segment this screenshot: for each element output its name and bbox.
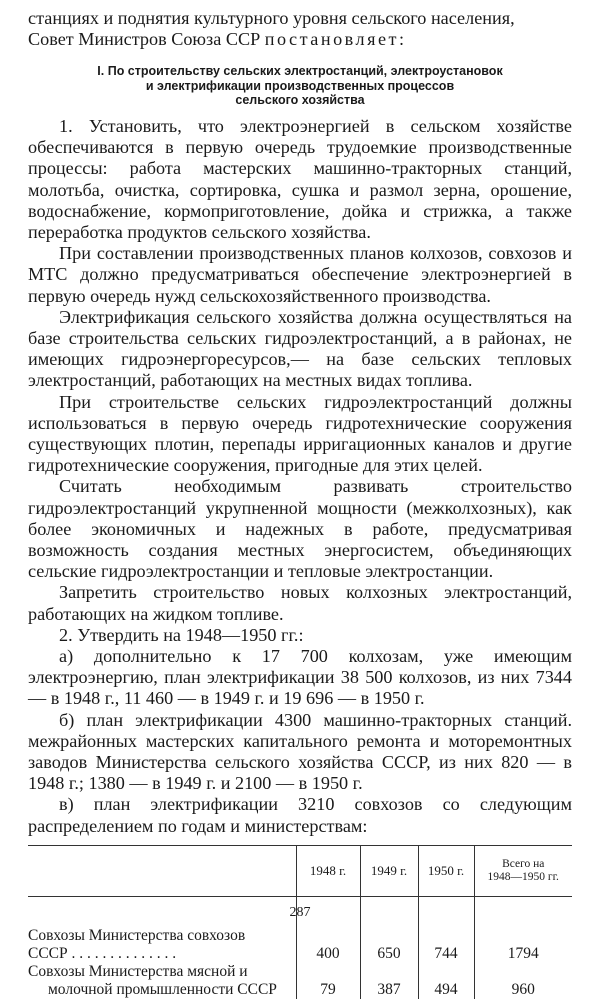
intro-line: станциях и поднятия культурного уровня сельского населения,	[28, 8, 515, 28]
issuer-text: Совет Министров Союза ССР	[28, 29, 261, 50]
heading-line-3: сельского хозяйства	[235, 93, 365, 108]
cell-1948: 400	[296, 927, 360, 963]
table-row	[28, 927, 572, 963]
paragraph-7: 2. Утвердить на 1948—1950 гг.:	[59, 624, 304, 645]
row-label-line-2: молочной промышленности СССР	[48, 980, 277, 998]
row-label-line-1: Совхозы Министерства совхозов	[28, 926, 246, 944]
cell-total: 1794	[474, 927, 572, 963]
paragraph-2: При составлении производственных планов колхозов, совхозов и МТС должно предусматриваться обеспечение электроэнергией в первую очередь нужд сельскохозяйственного производства.	[28, 243, 572, 306]
header-total-line-2: 1948—1950 гг.	[487, 870, 559, 883]
cell-1950: 494	[418, 963, 474, 999]
paragraph-6: Запретить строительство новых колхозных электростанций, работающих на жидком топливе.	[28, 582, 572, 624]
header-total-line-1: Всего на	[502, 857, 545, 870]
paragraph-8: а) дополнительно к 17 700 колхозам, уже имеющим электроэнергию, план электрификации 38 500 колхозов, из них 7344 — в 1948 г., 11 460 — в 1949 г. и 19 696 — в 1950 г.	[28, 645, 572, 709]
cell-1948: 79	[296, 963, 360, 999]
heading-line-1: I. По строительству сельских электростанций, электроустановок	[97, 64, 503, 79]
paragraph-5: Считать необходимым развивать строительство гидроэлектростанций укрупненной мощности (межколхозных), как более экономичных и надежных в работе, предусматривая возможность создания местных энергосистем, объединяющих сельские гидроэлектростанции и тепловые электростанции.	[28, 476, 572, 582]
distribution-table	[28, 845, 572, 999]
paragraph-10: в) план электрификации 3210 совхозов со следующим распределением по годам и министерствам:	[28, 794, 572, 836]
paragraph-1: 1. Установить, что электроэнергией в сельском хозяйстве обеспечиваются в первую очередь трудоемкие производственные процессы: работа мастерских машинно-тракторных станций, молотьба, очистка, сортировка, сушка и размол зерна, орошение, водоснабжение, кормоприготовление, дойка и стрижка, а также переработка продуктов сельского хозяйства.	[28, 115, 572, 242]
row-label	[28, 927, 296, 963]
table-header-row	[28, 845, 572, 896]
row-label-line-2: СССР . . . . . . . . . . . . . .	[28, 944, 177, 962]
cell-1950: 744	[418, 927, 474, 963]
row-label-line-1: Совхозы Министерства мясной и	[28, 962, 248, 980]
cell-1949: 387	[360, 963, 418, 999]
resolves-word: постановляет:	[264, 29, 407, 50]
cell-total: 960	[474, 963, 572, 999]
table-row	[28, 963, 572, 999]
header-blank-cell	[28, 845, 296, 896]
row-label	[28, 963, 296, 999]
cell-1949: 650	[360, 927, 418, 963]
header-1949: 1949 г.	[360, 845, 418, 896]
header-1948: 1948 г.	[296, 845, 360, 896]
heading-line-2: и электрификации производственных процессов	[145, 78, 455, 93]
paragraph-4: При строительстве сельских гидроэлектростанций должны использоваться в первую очередь гидротехнические сооружения существующих плотин, перепады ирригационных каналов и другие гидротехнические сооружения, пригодные для этих целей.	[28, 391, 572, 476]
paragraph-3: Электрификация сельского хозяйства должна осуществляться на базе строительства сельских гидроэлектростанций, а в районах, не имеющих гидроэнергоресурсов,— на базе сельских тепловых электростанций, работающих на местных видах топлива.	[28, 306, 572, 391]
paragraph-9: б) план электрификации 4300 машинно-тракторных станций. межрайонных мастерских капитального ремонта и моторемонтных заводов Министерства сельского хозяйства СССР, из них 820 — в 1948 г.; 1380 — в 1949 г. и 2100 — в 1950 г.	[28, 709, 572, 794]
header-total	[474, 845, 572, 896]
resolution-line	[28, 29, 572, 50]
header-1950: 1950 г.	[418, 845, 474, 896]
section-heading	[28, 64, 572, 108]
page-number: 287	[289, 905, 311, 920]
